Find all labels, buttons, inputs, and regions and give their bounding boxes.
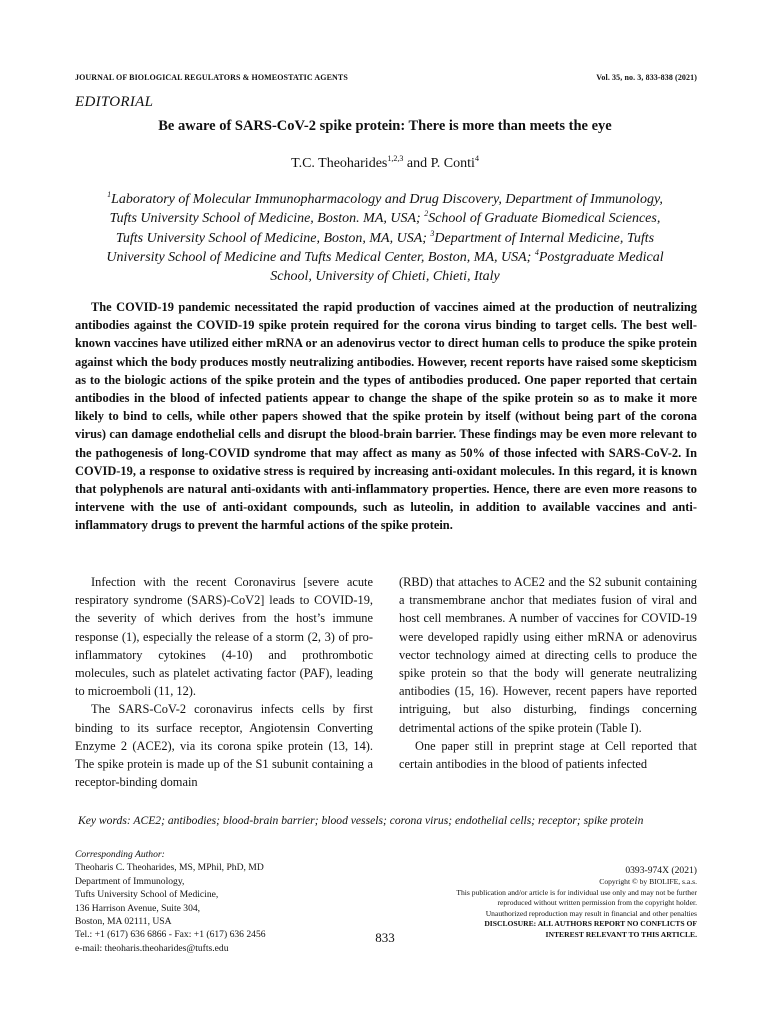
- correspondence-email: e-mail: theoharis.theoharides@tufts.edu: [75, 942, 229, 954]
- affiliation-marker: 2: [424, 209, 429, 219]
- correspondence-name: Theoharis C. Theoharides, MS, MPhil, PhD, MD: [75, 862, 264, 874]
- author-line: [60, 154, 710, 172]
- body-paragraph: One paper still in preprint stage at Cell reported that certain antibodies in the blood of patients infected: [399, 738, 697, 772]
- body-column-right: [399, 573, 697, 773]
- affiliation-text: Department of Internal Medicine, Tufts University School of Medicine and Tufts Medical Center, Boston, MA, USA;: [106, 230, 655, 265]
- article-title: Be aware of SARS-CoV-2 spike protein: There is more than meets the eye: [158, 118, 612, 134]
- affiliation-text: Postgraduate Medical School, University of Chieti, Chieti, Italy: [270, 249, 664, 285]
- correspondence-city: Boston, MA 02111, USA: [75, 916, 172, 928]
- running-header: [75, 73, 697, 85]
- author-name: T.C. Theoharides: [291, 156, 388, 171]
- correspondence-phone: Tel.: +1 (617) 636 6866 - Fax: +1 (617) 636 2456: [75, 929, 266, 941]
- correspondence-department: Department of Immunology,: [75, 875, 185, 887]
- affiliation-marker: 3: [430, 228, 435, 238]
- correspondence-address: 136 Harrison Avenue, Suite 304,: [75, 902, 201, 914]
- copyright-line: Copyright © by BIOLIFE, s.a.s.: [599, 877, 697, 886]
- affiliations: [95, 190, 675, 286]
- issn: 0393-974X (2021): [625, 865, 697, 876]
- disclosure-line: DISCLOSURE: ALL AUTHORS REPORT NO CONFLICTS OF: [484, 919, 697, 929]
- author-name: and P. Conti: [403, 156, 475, 171]
- copyright-line: Unauthorized reproduction may result in financial and other penalties: [485, 908, 697, 918]
- section-label: EDITORIAL: [75, 94, 154, 110]
- affiliation-marker: 4: [534, 247, 539, 257]
- volume-info: Vol. 35, no. 3, 833-838 (2021): [596, 73, 697, 82]
- correspondence-school: Tufts University School of Medicine,: [75, 889, 219, 901]
- body-paragraph: Infection with the recent Coronavirus [severe acute respiratory syndrome (SARS)-CoV2] leads to COVID-19, the severity of which derives from the host’s immune response (1), especially the release of a storm (2, 3) of pro-inflammatory cytokines (4-10) and prothrombotic molecules, such as platelet activating factor (PAF), leading to microemboli (11, 12).: [75, 575, 373, 699]
- keywords: Key words: ACE2; antibodies; blood-brain barrier; blood vessels; corona virus; endothelial cells; receptor; spike protein: [78, 814, 644, 827]
- copyright-line: This publication and/or article is for individual use only and may not be further: [456, 887, 697, 897]
- corresponding-author-block: [75, 848, 375, 955]
- body-column-left: [75, 573, 373, 791]
- disclosure-line: INTEREST RELEVANT TO THIS ARTICLE.: [545, 929, 697, 939]
- abstract: The COVID-19 pandemic necessitated the rapid production of vaccines aimed at the production of neutralizing antibodies against the COVID-19 spike protein required for the corona virus binding to target cells. The best well-known vaccines have utilized either mRNA or an adenovirus vector to direct human cells to produce the spike protein against which the body produces mostly neutralizing antibodies. However, recent reports have raised some skepticism as to the biologic actions of the spike protein and the types of antibodies produced. One paper reported that certain antibodies in the blood of infected patients appear to change the shape of the spike protein so as to make it more likely to bind to cells, while other papers showed that the spike protein by itself (without being part of the corona virus) can damage endothelial cells and disrupt the blood-brain barrier. These findings may be even more relevant to the pathogenesis of long-COVID syndrome that may affect as many as 50% of those infected with SARS-CoV-2. In COVID-19, a response to oxidative stress is required by increasing anti-oxidant molecules. In this regard, it is known that polyphenols are natural anti-oxidants with anti-inflammatory properties. Hence, there are even more reasons to intervene with the use of anti-oxidant compounds, such as luteolin, in addition to available vaccines and anti-inflammatory drugs to prevent the harmful actions of the spike protein.: [75, 300, 697, 533]
- author-affiliation-marker: 1,2,3: [387, 154, 404, 163]
- copyright-line: reproduced without written permission from the copyright holder.: [497, 898, 697, 908]
- affiliation-text: School of Graduate Biomedical Sciences, Tufts University School of Medicine, Boston, MA, USA;: [115, 211, 661, 246]
- author-affiliation-marker: 4: [474, 154, 479, 163]
- affiliation-text: Laboratory of Molecular Immunopharmacology and Drug Discovery, Department of Immunology, Tufts University School of Medicine, Boston. MA, USA;: [109, 192, 663, 227]
- affiliation-marker: 1: [107, 190, 112, 199]
- copyright-block: [400, 864, 697, 941]
- page-number: 833: [375, 930, 395, 945]
- body-paragraph: The SARS-CoV-2 coronavirus infects cells by first binding to its surface receptor, Angiotensin Converting Enzyme 2 (ACE2), via its corona spike protein (13, 14). The spike protein is made up of the S1 subunit containing a receptor-binding domain: [75, 702, 373, 790]
- journal-name: JOURNAL OF BIOLOGICAL REGULATORS & HOMEOSTATIC AGENTS: [75, 73, 348, 82]
- body-paragraph: (RBD) that attaches to ACE2 and the S2 subunit containing a transmembrane anchor that mediates fusion of viral and host cell membranes. A number of vaccines for COVID-19 were developed rapidly using either mRNA or adenovirus vector technology aimed at directing cells to produce the spike protein so that the body will generate neutralizing antibodies (15, 16). However, recent papers have reported intriguing, but also disturbing, findings concerning detrimental actions of the spike protein (Table I).: [399, 575, 697, 735]
- correspondence-heading: Corresponding Author:: [75, 849, 165, 860]
